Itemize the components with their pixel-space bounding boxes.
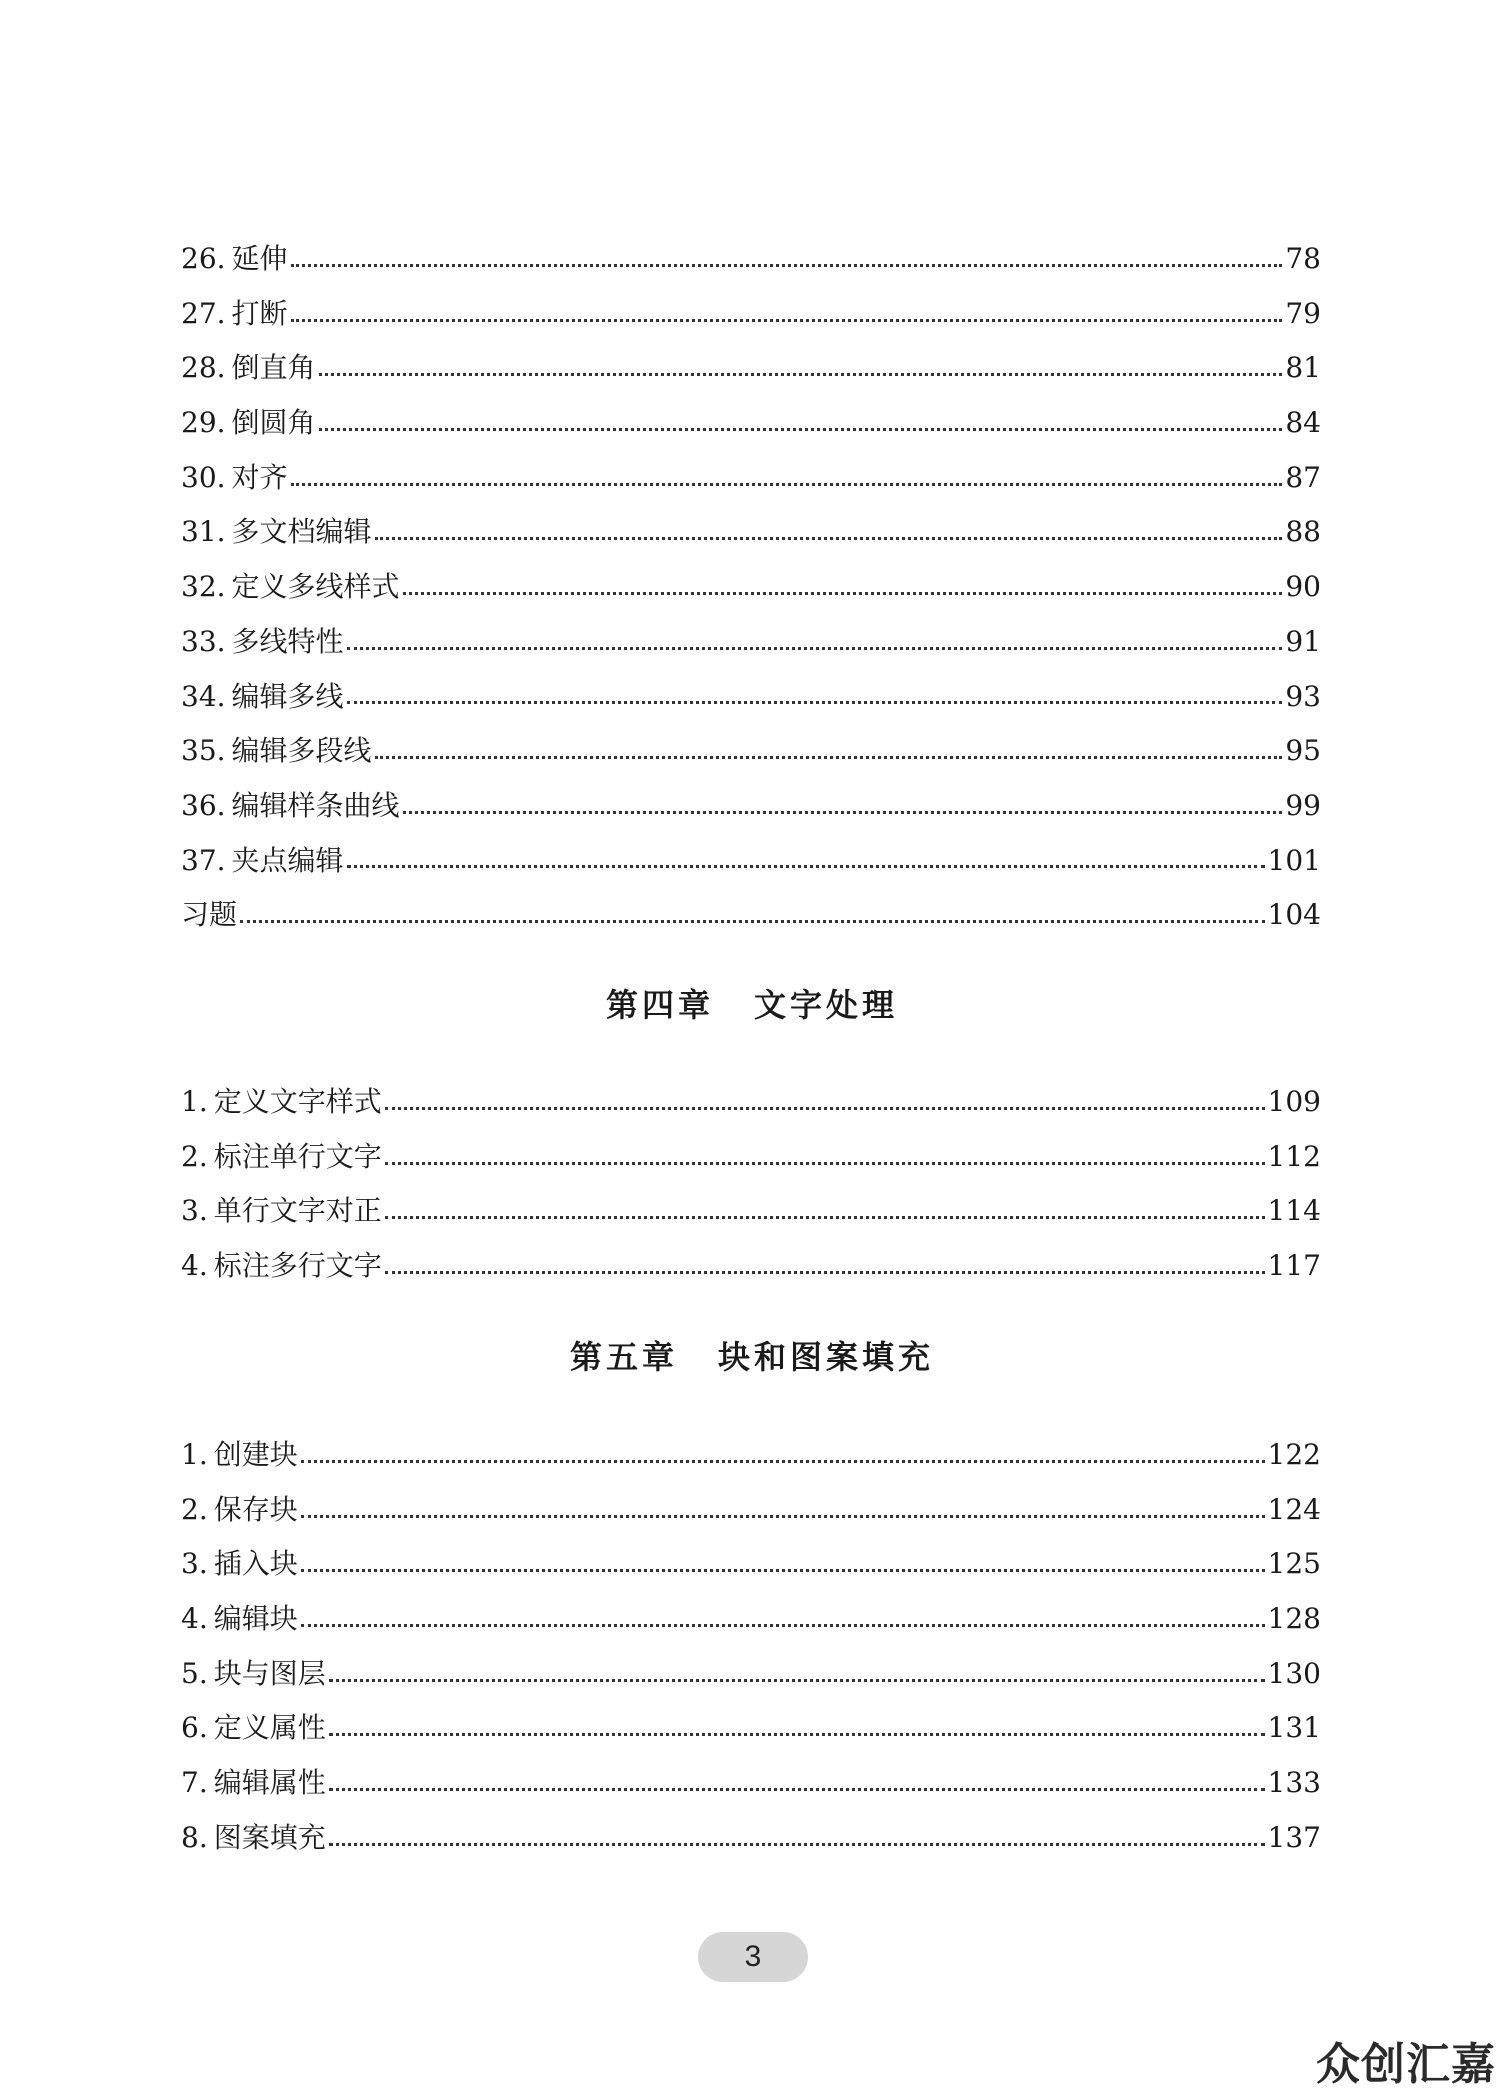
toc-entry-page: 95 bbox=[1285, 734, 1321, 768]
toc-entry-page: 117 bbox=[1267, 1249, 1321, 1283]
toc-entry-page: 131 bbox=[1267, 1711, 1321, 1745]
toc-entry-number: 34. bbox=[181, 679, 226, 713]
toc-entry-page: 104 bbox=[1267, 898, 1321, 932]
toc-entry-page: 137 bbox=[1267, 1820, 1321, 1854]
toc-entry-number: 3. bbox=[181, 1194, 208, 1228]
toc-leader-dots bbox=[319, 373, 1283, 376]
toc-entry-title: 延伸 bbox=[231, 242, 288, 275]
toc-entry-page: 130 bbox=[1267, 1656, 1321, 1690]
toc-entry-page: 101 bbox=[1267, 843, 1321, 877]
toc-leader-dots bbox=[329, 1733, 1265, 1736]
toc-entry-page: 79 bbox=[1285, 296, 1321, 330]
toc-leader-dots bbox=[291, 264, 1283, 267]
toc-entry-number: 28. bbox=[181, 351, 226, 385]
toc-entry-page: 109 bbox=[1267, 1085, 1321, 1118]
chapter-heading-4 bbox=[0, 980, 1504, 1026]
toc-entry-number: 30. bbox=[181, 460, 226, 494]
toc-leader-dots bbox=[347, 647, 1283, 650]
toc-entry[interactable] bbox=[181, 396, 1321, 451]
toc-entry-page: 87 bbox=[1285, 460, 1321, 494]
toc-entry-number: 1. bbox=[181, 1085, 208, 1118]
toc-leader-dots bbox=[301, 1624, 1265, 1627]
toc-leader-dots bbox=[347, 701, 1283, 704]
toc-entry-number: 26. bbox=[181, 242, 226, 275]
toc-entry-title: 倒直角 bbox=[231, 351, 316, 385]
toc-entry[interactable] bbox=[181, 451, 1321, 506]
toc-entry-title: 编辑多线 bbox=[231, 679, 344, 713]
toc-entry[interactable] bbox=[181, 1239, 1321, 1294]
chapter-label: 第四章 bbox=[605, 986, 714, 1024]
toc-entry[interactable] bbox=[181, 287, 1321, 342]
toc-entry-number: 8. bbox=[181, 1820, 208, 1854]
toc-entry-page: 125 bbox=[1267, 1547, 1321, 1581]
toc-entry-number: 32. bbox=[181, 570, 226, 604]
toc-entry[interactable] bbox=[181, 1184, 1321, 1239]
toc-entry-page: 84 bbox=[1285, 406, 1321, 440]
toc-entry[interactable] bbox=[181, 1075, 1321, 1130]
toc-entry-title: 多线特性 bbox=[231, 624, 344, 658]
toc-entry-title: 标注多行文字 bbox=[213, 1249, 382, 1283]
toc-entry-number: 6. bbox=[181, 1711, 208, 1745]
chapter-title: 文字处理 bbox=[754, 986, 899, 1024]
toc-entry-number: 27. bbox=[181, 296, 226, 330]
toc-entry[interactable] bbox=[181, 779, 1321, 834]
chapter-heading-5 bbox=[0, 1332, 1504, 1378]
toc-entry[interactable] bbox=[181, 1701, 1321, 1756]
toc-entry-page: 88 bbox=[1285, 515, 1321, 549]
toc-entry-page: 114 bbox=[1267, 1194, 1321, 1228]
toc-entry-number: 33. bbox=[181, 624, 226, 658]
toc-leader-dots bbox=[375, 537, 1283, 540]
toc-entry-number: 31. bbox=[181, 515, 226, 549]
toc-leader-dots bbox=[403, 592, 1283, 595]
toc-entry-number: 29. bbox=[181, 406, 226, 440]
toc-entry-title: 习题 bbox=[181, 898, 238, 932]
toc-entry-number: 4. bbox=[181, 1602, 208, 1636]
toc-entry-title: 对齐 bbox=[231, 460, 288, 494]
toc-leader-dots bbox=[385, 1271, 1265, 1274]
toc-entry-number: 35. bbox=[181, 734, 226, 768]
toc-entry-number: 36. bbox=[181, 788, 226, 822]
toc-entry[interactable] bbox=[181, 670, 1321, 725]
toc-leader-dots bbox=[319, 428, 1283, 431]
toc-entry-title: 单行文字对正 bbox=[213, 1194, 382, 1228]
toc-entry[interactable] bbox=[181, 1428, 1321, 1483]
toc-entry-page: 133 bbox=[1267, 1766, 1321, 1800]
toc-leader-dots bbox=[329, 1788, 1265, 1791]
toc-entry-page: 122 bbox=[1267, 1438, 1321, 1471]
toc-entry-title: 保存块 bbox=[213, 1492, 298, 1526]
toc-entry-title: 插入块 bbox=[213, 1547, 298, 1581]
toc-entry-page: 91 bbox=[1285, 624, 1321, 658]
toc-entry[interactable] bbox=[181, 615, 1321, 670]
toc-entry-title: 编辑多段线 bbox=[231, 734, 372, 768]
toc-entry-number: 37. bbox=[181, 843, 226, 877]
toc-entry-title: 编辑样条曲线 bbox=[231, 788, 400, 822]
toc-section-chapter5 bbox=[181, 1428, 1321, 1866]
toc-entry-number: 5. bbox=[181, 1656, 208, 1690]
toc-entry-number: 4. bbox=[181, 1249, 208, 1283]
toc-entry-number: 2. bbox=[181, 1492, 208, 1526]
toc-leader-dots bbox=[301, 1569, 1265, 1572]
toc-entry-page: 90 bbox=[1285, 570, 1321, 604]
toc-entry-number: 7. bbox=[181, 1766, 208, 1800]
toc-leader-dots bbox=[240, 920, 1265, 923]
toc-entry-title: 编辑块 bbox=[213, 1602, 298, 1636]
toc-entry[interactable] bbox=[181, 1647, 1321, 1702]
toc-leader-dots bbox=[385, 1162, 1265, 1165]
toc-entry-title: 定义文字样式 bbox=[213, 1085, 382, 1118]
toc-entry-title: 定义多线样式 bbox=[231, 570, 400, 604]
toc-leader-dots bbox=[291, 319, 1283, 322]
toc-entry[interactable] bbox=[181, 1756, 1321, 1811]
toc-leader-dots bbox=[291, 483, 1283, 486]
toc-leader-dots bbox=[375, 756, 1283, 759]
toc-entry-title: 定义属性 bbox=[213, 1711, 326, 1745]
toc-entry-page: 124 bbox=[1267, 1492, 1321, 1526]
toc-entry[interactable] bbox=[181, 560, 1321, 615]
toc-entry[interactable] bbox=[181, 888, 1321, 943]
toc-entry-title: 创建块 bbox=[213, 1438, 298, 1471]
toc-leader-dots bbox=[385, 1107, 1265, 1110]
toc-entry-number: 3. bbox=[181, 1547, 208, 1581]
toc-entry-page: 78 bbox=[1285, 242, 1321, 275]
toc-entry-title: 块与图层 bbox=[213, 1656, 326, 1690]
toc-leader-dots bbox=[403, 811, 1283, 814]
toc-leader-dots bbox=[385, 1216, 1265, 1219]
toc-entry-title: 图案填充 bbox=[213, 1820, 326, 1854]
toc-entry[interactable] bbox=[181, 1537, 1321, 1592]
toc-entry[interactable] bbox=[181, 1483, 1321, 1538]
toc-leader-dots bbox=[301, 1460, 1265, 1463]
toc-leader-dots bbox=[329, 1679, 1265, 1682]
toc-entry-title: 打断 bbox=[231, 296, 288, 330]
watermark-logo: 众创汇嘉 bbox=[1316, 2039, 1496, 2090]
toc-leader-dots bbox=[301, 1515, 1265, 1518]
chapter-title: 块和图案填充 bbox=[718, 1338, 935, 1376]
toc-entry-number: 2. bbox=[181, 1139, 208, 1173]
toc-leader-dots bbox=[329, 1843, 1265, 1846]
toc-entry-title: 多文档编辑 bbox=[231, 515, 372, 549]
toc-entry[interactable] bbox=[181, 505, 1321, 560]
toc-entry[interactable] bbox=[181, 834, 1321, 889]
toc-leader-dots bbox=[347, 865, 1265, 868]
toc-entry-title: 夹点编辑 bbox=[231, 843, 344, 877]
toc-entry-page: 112 bbox=[1267, 1139, 1321, 1173]
toc-section-chapter3-continued bbox=[181, 232, 1321, 943]
toc-entry-number: 1. bbox=[181, 1438, 208, 1471]
toc-entry-page: 128 bbox=[1267, 1602, 1321, 1636]
toc-entry[interactable] bbox=[181, 1811, 1321, 1866]
toc-entry-title: 标注单行文字 bbox=[213, 1139, 382, 1173]
toc-entry-title: 编辑属性 bbox=[213, 1766, 326, 1800]
toc-section-chapter4 bbox=[181, 1075, 1321, 1294]
toc-entry[interactable] bbox=[181, 724, 1321, 779]
toc-entry-title: 倒圆角 bbox=[231, 406, 316, 440]
toc-entry[interactable] bbox=[181, 1130, 1321, 1185]
toc-entry[interactable] bbox=[181, 232, 1321, 287]
toc-entry-page: 81 bbox=[1285, 351, 1321, 385]
toc-entry-page: 99 bbox=[1285, 788, 1321, 822]
toc-entry[interactable] bbox=[181, 341, 1321, 396]
chapter-label: 第五章 bbox=[569, 1338, 678, 1376]
toc-entry-page: 93 bbox=[1285, 679, 1321, 713]
toc-entry[interactable] bbox=[181, 1592, 1321, 1647]
page-number-badge: 3 bbox=[698, 1932, 808, 1982]
